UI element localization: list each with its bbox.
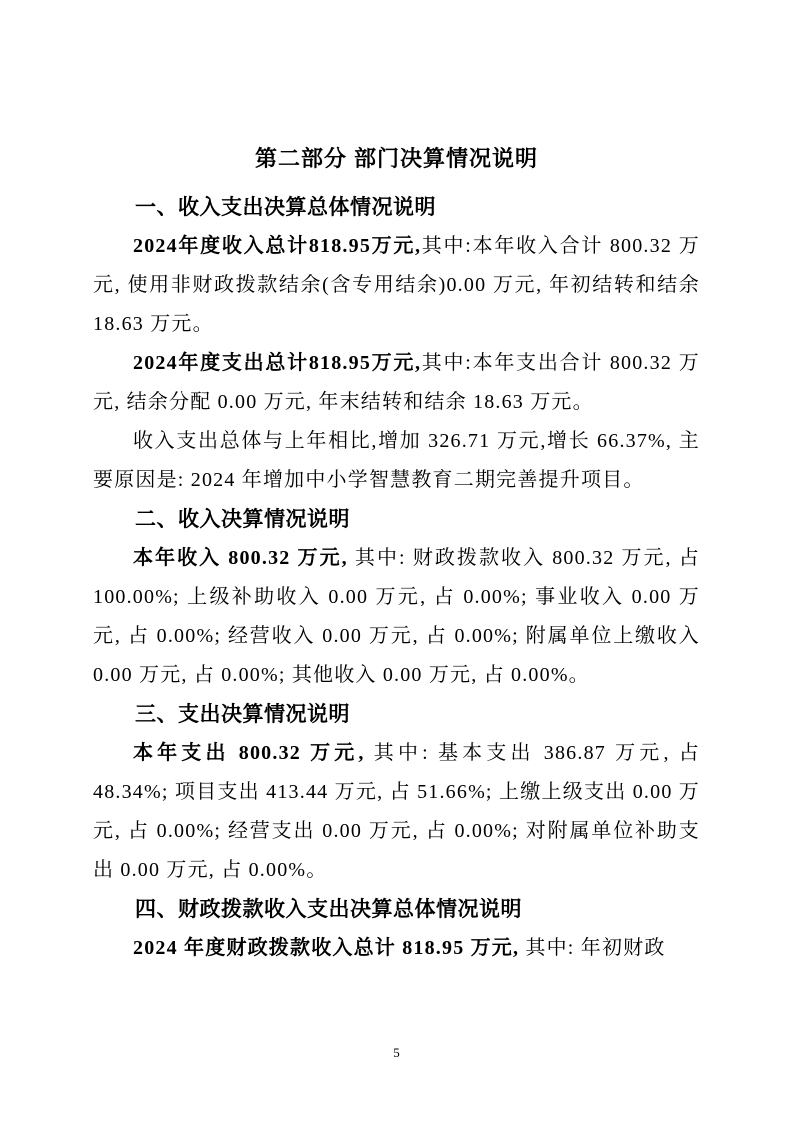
paragraph bbox=[93, 227, 700, 344]
paragraph-text: 其中:本年收入合计 800.32 万元, 使用非财政拨款结余(含专用结余)0.00 万元, 年初结转和结余 18.63 万元。 bbox=[93, 235, 700, 335]
paragraph bbox=[93, 422, 700, 500]
page-title: 第二部分 部门决算情况说明 bbox=[254, 146, 539, 171]
section-income-accounts bbox=[93, 500, 700, 695]
paragraph-text: 其中: 年初财政 bbox=[519, 937, 666, 959]
paragraph-text: 其中: 财政拨款收入 800.32 万元, 占 100.00%; 上级补助收入 0.00 万元, 占 0.00%; 事业收入 0.00 万元, 占 0.00%; 经营收入 0.00 万元, 占 0.00%; 附属单位上缴收入 0.00 万元, 占 0.00%; 其他收入 0.00 万元, 占 0.00%。 bbox=[93, 547, 701, 686]
paragraph-lead: 本年收入 800.32 万元, bbox=[133, 547, 348, 569]
paragraph bbox=[93, 929, 700, 968]
paragraph-lead: 2024年度支出总计818.95万元, bbox=[133, 352, 422, 374]
paragraph-lead: 2024年度收入总计818.95万元, bbox=[133, 235, 422, 257]
paragraph-text: 其中:本年支出合计 800.32 万元, 结余分配 0.00 万元, 年末结转和结余 18.63 万元。 bbox=[93, 352, 700, 413]
section-heading: 三、支出决算情况说明 bbox=[135, 703, 350, 726]
section-heading: 二、收入决算情况说明 bbox=[135, 508, 350, 531]
section-fiscal-appropriation-overview bbox=[93, 890, 700, 968]
paragraph bbox=[93, 734, 700, 890]
paragraph bbox=[93, 539, 700, 695]
section-overall-income-expenditure bbox=[93, 188, 700, 500]
page-number: 5 bbox=[393, 1045, 400, 1060]
section-heading: 四、财政拨款收入支出决算总体情况说明 bbox=[135, 898, 522, 921]
paragraph-text: 收入支出总体与上年相比,增加 326.71 万元,增长 66.37%, 主要原因是: 2024 年增加中小学智慧教育二期完善提升项目。 bbox=[93, 430, 700, 491]
section-heading: 一、收入支出决算总体情况说明 bbox=[135, 196, 436, 219]
paragraph-lead: 本年支出 800.32 万元, bbox=[133, 742, 365, 764]
paragraph-lead: 2024 年度财政拨款收入总计 818.95 万元, bbox=[133, 937, 520, 959]
paragraph bbox=[93, 344, 700, 422]
section-expenditure-accounts bbox=[93, 695, 700, 890]
paragraph-text: 其中: 基本支出 386.87 万元, 占 48.34%; 项目支出 413.44 万元, 占 51.66%; 上缴上级支出 0.00 万元, 占 0.00%; 经营支出 0.00 万元, 占 0.00%; 对附属单位补助支出 0.00 万元, 占 0.00%。 bbox=[93, 742, 700, 881]
